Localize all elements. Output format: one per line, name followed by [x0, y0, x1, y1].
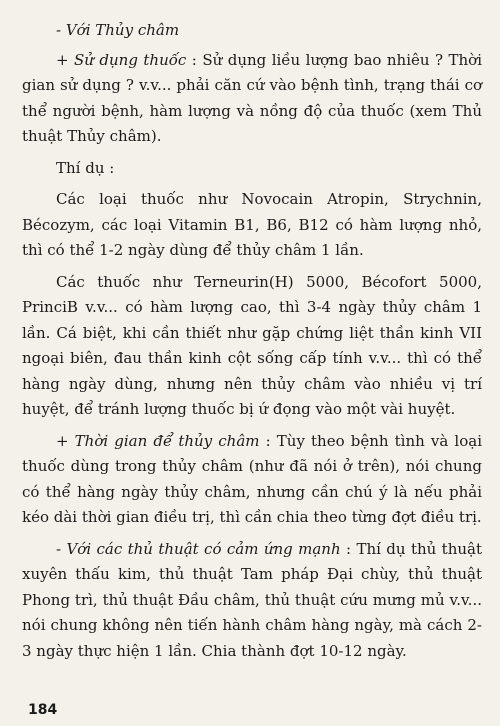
usage-label: + Sử dụng thuốc: [56, 50, 187, 69]
time-text: : Tùy theo bệnh tình và loại thuốc dùng trong thủy châm (như đã nói ở trên), nói chung có thể hàng ngày thủy châm, nhưng cần chú ý là nếu phải kéo dài thời gian điều trị, thì cần chia theo từng đợt điều trị.: [22, 431, 482, 526]
example-paragraph-1: Các loại thuốc như Novocain Atropin, Strychnin, Bécozym, các loại Vitamin B1, B6, B12 có hàm lượng nhỏ, thì có thể 1-2 ngày dùng để thủy châm 1 lần.: [22, 190, 482, 259]
example-paragraph-2: Các thuốc như Terneurin(H) 5000, Bécofort 5000, PrinciB v.v... có hàm lượng cao, thì 3-4 ngày thủy châm 1 lần. Cá biệt, khi cần thiết như gặp chứng liệt thần kinh VII ngoại biên, đau thần kinh cột sống cấp tính v.v... thì có thể hàng ngày dùng, nhưng nên thủy châm vào nhiều vị trí huyệt, để tránh lượng thuốc bị ứ đọng vào một vài huyệt.: [22, 272, 482, 418]
usage-paragraph: [22, 48, 482, 150]
section-heading: - Với Thủy châm: [56, 21, 180, 39]
strong-stimulus-label: - Với các thủ thuật có cảm ứng mạnh: [56, 539, 341, 558]
time-label: + Thời gian để thủy châm: [56, 431, 260, 450]
usage-text: : Sử dụng liều lượng bao nhiêu ? Thời gian sử dụng ? v.v... phải căn cứ vào bệnh tình, trạng thái cơ thể người bệnh, hàm lượng và nồng độ của thuốc (xem Thủ thuật Thủy châm).: [22, 50, 482, 145]
strong-stimulus-text: : Thí dụ thủ thuật xuyên thấu kim, thủ thuật Tam pháp Đại chùy, thủ thuật Phong trì, thủ thuật Đầu châm, thủ thuật cứu mưng mủ v.v... nói chung không nên tiến hành châm hàng ngày, mà cách 2-3 ngày thực hiện 1 lần. Chia thành đợt 10-12 ngày.: [22, 539, 482, 660]
page-number: 184: [28, 702, 58, 718]
example-label: Thí dụ :: [56, 158, 115, 177]
time-paragraph: [22, 429, 482, 531]
strong-stimulus-paragraph: [22, 537, 482, 665]
